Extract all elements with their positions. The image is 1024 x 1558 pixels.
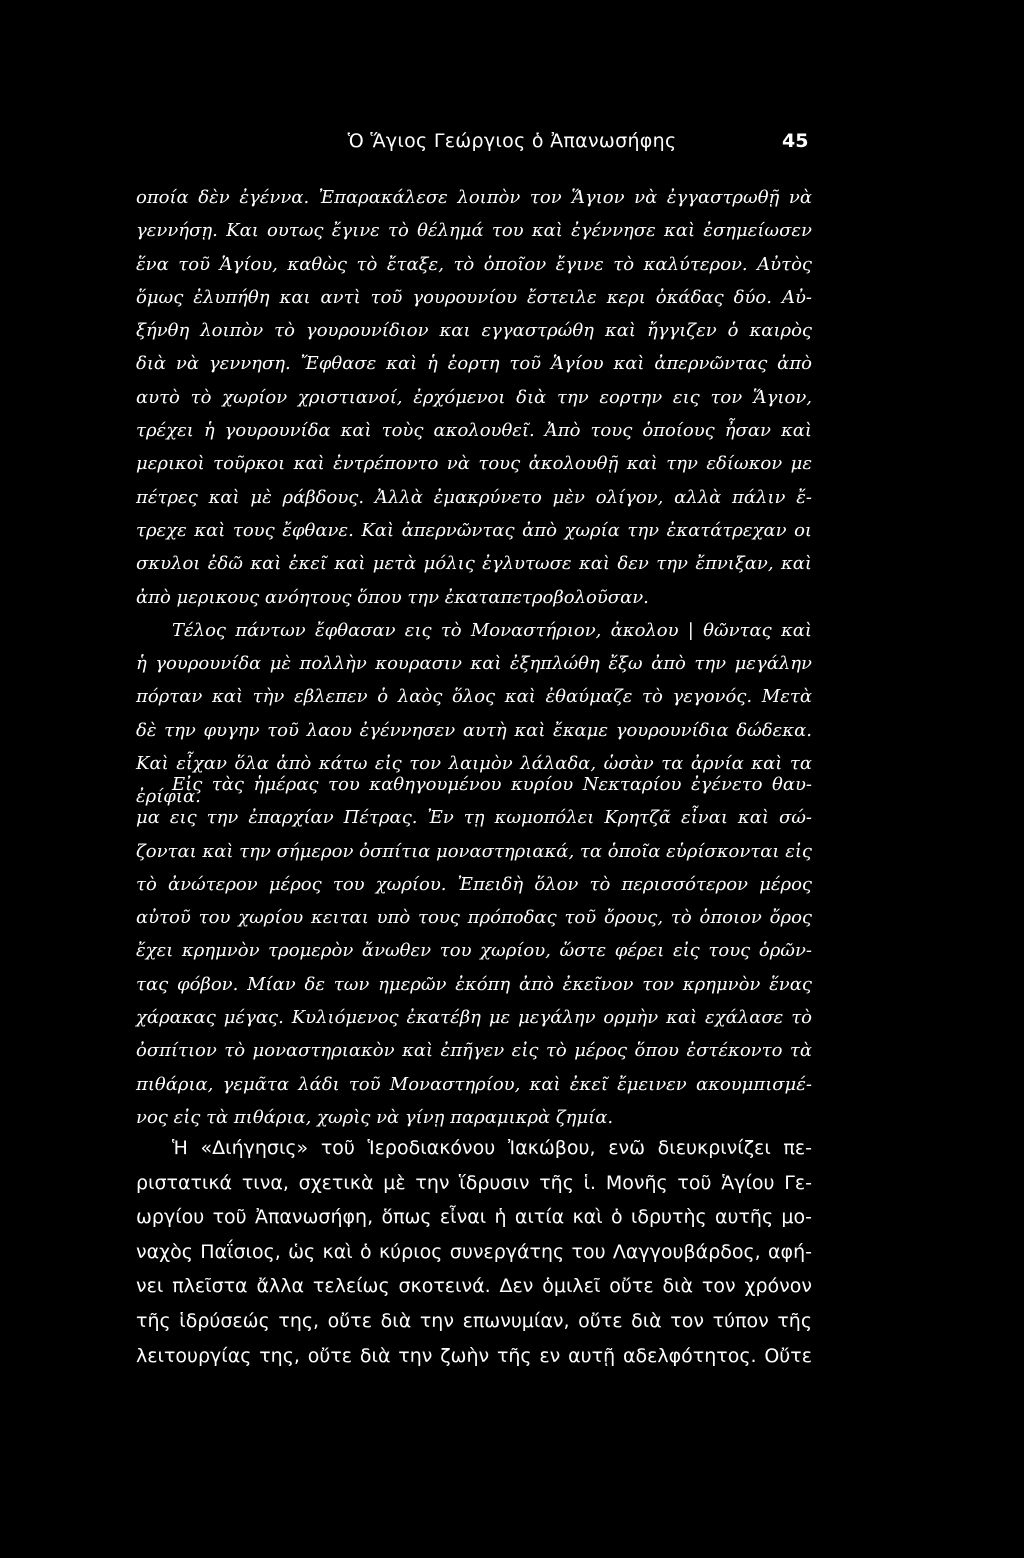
text-line: ριστατικά τινα, σχετικὰ μὲ την ἵδρυσιν τῆς ἱ. Μονῆς τοῦ Ἁγίου Γε-: [136, 1171, 812, 1194]
text-line: ἕνα τοῦ Ἁγίου, καθὼς τὸ ἔταξε, τὸ ὁποῖον ἔγινε τὸ καλύτερον. Αὐτὸς: [136, 253, 812, 275]
text-line: αυτὸ τὸ χωρίον χριστιανοί, ἐρχόμενοι διὰ την εορτην εις τον Ἅγιον,: [136, 386, 812, 408]
page-header: [0, 130, 1024, 160]
text-line: τῆς ἱδρύσεώς της, οὔτε διὰ την επωνυμίαν, οὔτε διὰ τον τύπον τῆς: [136, 1309, 812, 1332]
text-line: ἐρίφια.: [136, 786, 201, 808]
text-line: τρεχε καὶ τους ἔφθανε. Καὶ ἀπερνῶντας ἀπὸ χωρία την ἐκατάτρεχαν οι: [136, 519, 812, 541]
text-line: ὀσπίτιον τὸ μοναστηριακὸν καὶ ἐπῆγεν εἰς τὸ μέρος ὅπου ἐστέκοντο τὰ: [136, 1040, 812, 1062]
text-line: πέτρες καὶ μὲ ράβδους. Ἀλλὰ ἐμακρύνετο μὲν ολίγον, αλλὰ πάλιν ἔ-: [136, 486, 812, 508]
text-line: τας φόβον. Μίαν δε των ημερῶν ἐκόπη ἀπὸ ἐκεῖνον τον κρημνὸν ἕνας: [136, 973, 812, 995]
paragraph-commentary: [136, 1131, 812, 1373]
text-line: ναχὸς Παΐσιος, ὡς καὶ ὁ κύριος συνεργάτης του Λαγγουβάρδος, αφή-: [136, 1240, 812, 1263]
paragraph-miracle-rock: [136, 768, 812, 1134]
text-line: πιθάρια, γεμᾶτα λάδι τοῦ Μοναστηρίου, καὶ ἐκεῖ ἔμεινεν ακουμπισμέ-: [136, 1073, 812, 1095]
text-line: σκυλοι ἐδῶ καὶ ἐκεῖ καὶ μετὰ μόλις ἐγλυτωσε καὶ δεν την ἔπνιξαν, καὶ: [136, 553, 812, 575]
text-line: μερικοὶ τοῦρκοι καὶ ἐντρέποντο νὰ τους ἀκολουθῇ καὶ την εδίωκον με: [136, 453, 812, 475]
text-line: ἔχει κρημνὸν τρομερὸν ἄνωθεν του χωρίου, ὥστε φέρει εἰς τους ὁρῶν-: [136, 940, 812, 962]
text-line: λειτουργίας της, οὔτε διὰ την ζωὴν τῆς εν αυτῇ αδελφότητος. Οὔτε: [136, 1344, 812, 1367]
text-line: ὅμως ἐλυπήθη και αντὶ τοῦ γουρουνίου ἔστειλε κερι ὀκάδας δύο. Αὐ-: [136, 286, 812, 308]
text-line: νει πλεῖστα ἄλλα τελείως σκοτεινά. Δεν ὁμιλεῖ οὔτε διὰ τον χρόνον: [136, 1275, 812, 1298]
text-line: μα εις την ἐπαρχίαν Πέτρας. Ἐν τῃ κωμοπόλει Κρητζᾶ εἶναι καὶ σώ-: [136, 807, 812, 829]
text-line: Ἡ «Διήγησις» τοῦ Ἱεροδιακόνου Ἰακώβου, ενῶ διευκρινίζει πε-: [172, 1137, 812, 1159]
running-title: Ὁ Ἅγιος Γεώργιος ὁ Ἀπανωσήφης: [347, 130, 677, 152]
page-number: 45: [782, 130, 809, 152]
text-line: διὰ νὰ γεννηση. Ἔφθασε καὶ ἡ ἑορτη τοῦ Ἁγίου καὶ ἀπερνῶντας ἀπὸ: [136, 353, 812, 375]
text-line: νος εἰς τὰ πιθάρια, χωρὶς νὰ γίνῃ παραμικρὰ ζημία.: [136, 1106, 614, 1128]
text-line: Καὶ εἶχαν ὅλα ἀπὸ κάτω εἰς τον λαιμὸν λάλαδα, ὡσὰν τα ἀρνία καὶ τα: [136, 753, 812, 775]
text-line: οποία δὲν ἐγέννα. Ἐπαρακάλεσε λοιπὸν τον Ἅγιον νὰ ἐγγαστρωθῇ νὰ: [136, 187, 812, 208]
text-line: τὸ ἀνώτερον μέρος του χωρίου. Ἐπειδὴ ὅλον τὸ περισσότερον μέρος: [136, 873, 812, 895]
text-line: ἀπὸ μερικους ανόητους ὅπου την ἐκαταπετροβολοῦσαν.: [136, 586, 649, 608]
text-line: ξήνθη λοιπὸν τὸ γουρουνίδιον και εγγαστρώθη καὶ ἤγγιζεν ὁ καιρὸς: [136, 320, 812, 342]
text-line: γεννήσῃ. Και ουτως ἔγινε τὸ θέλημά του καὶ ἐγέννησε καὶ ἐσημείωσεν: [136, 220, 812, 242]
text-line: δὲ την φυγην τοῦ λαου ἐγέννησεν αυτὴ καὶ ἔκαμε γουρουνίδια δώδεκα.: [136, 719, 812, 741]
text-line: τρέχει ἡ γουρουνίδα καὶ τοὺς ακολουθεῖ. Ἀπὸ τους ὁποίους ἦσαν καὶ: [136, 420, 812, 442]
text-line: ωργίου τοῦ Ἀπανωσήφη, ὅπως εἶναι ἡ αιτία καὶ ὁ ιδρυτὴς αυτῆς μο-: [136, 1206, 812, 1229]
text-line: χάρακας μέγας. Κυλιόμενος ἐκατέβη με μεγάλην ορμὴν καὶ εχάλασε τὸ: [136, 1007, 812, 1029]
text-line: ἡ γουρουνίδα μὲ πολλὴν κουρασιν καὶ ἐξηπλώθη ἔξω ἀπὸ την μεγάλην: [136, 653, 812, 675]
text-line: Εἰς τὰς ἡμέρας του καθηγουμένου κυρίου Νεκταρίου ἐγένετο θαυ-: [172, 774, 812, 795]
text-line: ζονται καὶ την σήμερον ὀσπίτια μοναστηριακά, τα ὁποῖα εὑρίσκονται εἰς: [136, 840, 812, 862]
paragraph-miracle-sow: [136, 181, 812, 814]
text-line: πόρταν καὶ τὴν εβλεπεν ὁ λαὸς ὅλος καὶ ἐθαύμαζε τὸ γεγονός. Μετὰ: [136, 686, 812, 708]
text-line: Τέλος πάντων ἔφθασαν εις τὸ Μοναστήριον, ἀκολου | θῶντας καὶ: [172, 619, 812, 641]
text-line: αὐτοῦ του χωρίου κειται υπὸ τους πρόποδας τοῦ ὄρους, τὸ ὁποιον ὄρος: [136, 907, 812, 929]
